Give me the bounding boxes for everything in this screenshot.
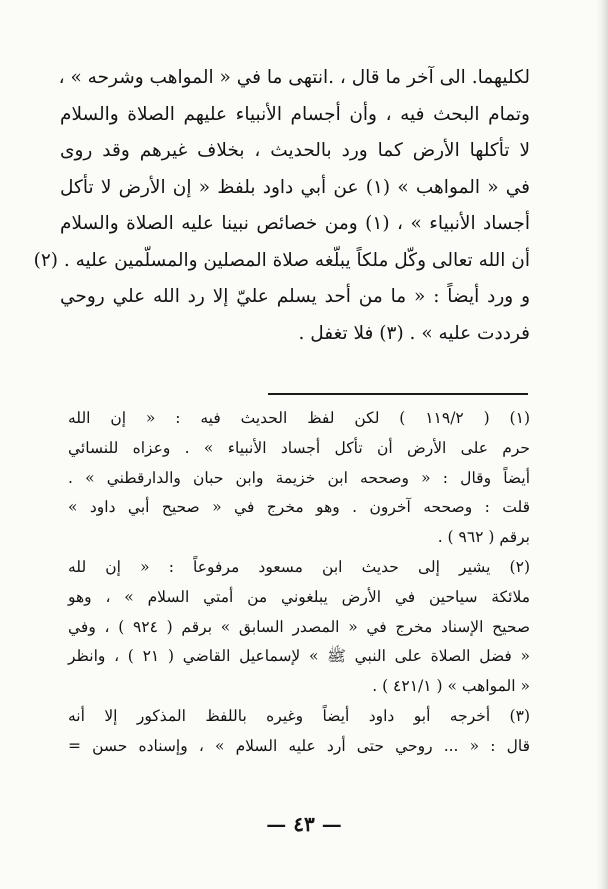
main-text-line: أجساد الأنبياء » ، (١) ومن خصائص نبينا عليه الصلاة والسلام bbox=[60, 213, 531, 234]
footnote-line: صحيح الإسناد مخرج في « المصدر السابق » برقم ( ٩٢٤ ) ، وفي bbox=[68, 617, 530, 636]
main-text-line: و ورد أيضاً : « ما من أحد يسلم عليّ إلا رد الله علي روحي bbox=[60, 286, 530, 307]
main-text-block bbox=[33, 60, 531, 352]
main-text-line: أن الله تعالى وكّل ملكاً يبلّغه صلاة المصلين والمسلّمين عليه . (٢) bbox=[33, 249, 530, 271]
main-text-line: وتمام البحث فيه ، وأن أجسام الأنبياء عليهم الصلاة والسلام bbox=[60, 103, 530, 125]
main-text-line: لا تأكلها الأرض كما ورد بالحديث ، بخلاف غيرهم وقد روى bbox=[60, 140, 530, 161]
footnote-line: أيضاً وقال : « وصححه ابن خزيمة وابن حبان والدارقطني » . bbox=[68, 468, 530, 487]
footnote-line: ملائكة سياحين في الأرض يبلغوني من أمتي السلام » ، وهو bbox=[68, 587, 530, 606]
footnote-line: برقم ( ٩٦٢ ) . bbox=[437, 528, 530, 547]
footnote-line: (١) ( ١١٩/٢ ) لكن لفظ الحديث فيه : « إن الله bbox=[68, 409, 530, 427]
footnote-line: « فضل الصلاة على النبي ﷺ » لإسماعيل القاضي ( ٢١ ) ، وانظر bbox=[68, 647, 530, 666]
page-number: — ٤٣ — bbox=[266, 812, 342, 836]
footnote-separator bbox=[268, 393, 528, 395]
main-text-line: في « المواهب » (١) عن أبي داود بلفظ « إن الأرض لا تأكل bbox=[60, 176, 530, 198]
scan-edge-shadow bbox=[596, 0, 608, 889]
main-text-line: لكليهما. الى آخر ما قال ، .انتهى ما في « المواهب وشرحه » ، bbox=[58, 67, 530, 88]
footnote-line: حرم على الأرض أن تأكل أجساد الأنبياء » . وعزاه للنسائي bbox=[68, 438, 530, 457]
footnote-line: (٢) يشير إلى حديث ابن مسعود مرفوعاً : « إن لله bbox=[68, 557, 530, 576]
main-text-line: فرددت عليه » . (٣) فلا تغفل . bbox=[298, 322, 530, 344]
footnote-line: (٣) أخرجه أبو داود أيضاً وغيره باللفظ المذكور إلا أنه bbox=[68, 706, 530, 725]
footnote-line: قال : « ... روحي حتى أرد عليه السلام » ، وإسناده حسن = bbox=[68, 736, 530, 755]
footnote-line: قلت : وصححه آخرون . وهو مخرج في « صحيح أبي داود » bbox=[68, 498, 530, 517]
footnotes-block bbox=[68, 404, 530, 762]
footnote-line: « المواهب » ( ٤٢١/١ ) . bbox=[372, 677, 530, 696]
